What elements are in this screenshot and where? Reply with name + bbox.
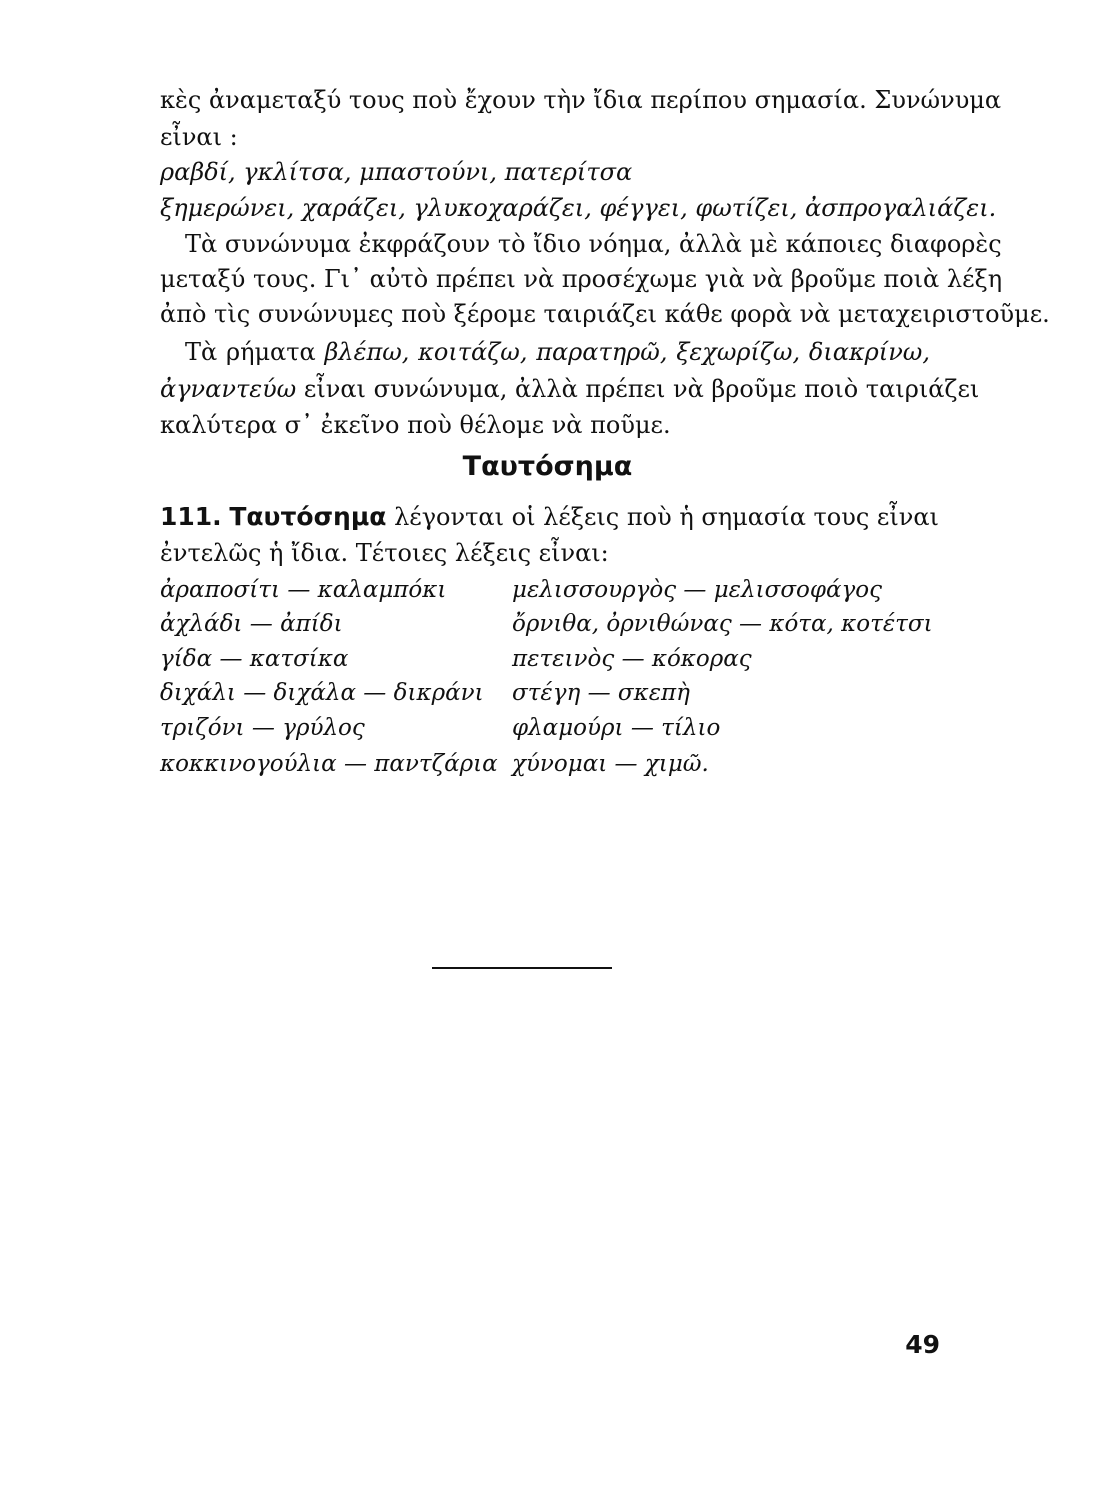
paragraph-3-line-2 <box>160 374 980 404</box>
paragraph-3-verbs: βλέπω, κοιτάζω, παρατηρῶ, ξεχωρίζω, διακρίνω, <box>324 338 930 366</box>
intro-line-1: κὲς ἀναμεταξύ τους ποὺ ἔχουν τὴν ἴδια περίπου σημασία. Συνώνυμα <box>160 86 1002 114</box>
definition-line-2: ἐντελῶς ἡ ἴδια. Τέτοιες λέξεις εἶναι: <box>160 539 609 567</box>
word-pair-left-4: διχάλι — διχάλα — δικράνι <box>160 680 484 706</box>
paragraph-3-verb: ἀγναντεύω <box>160 375 297 403</box>
paragraph-2-line-1: Τὰ συνώνυμα ἐκφράζουν τὸ ἴδιο νόημα, ἀλλὰ μὲ κάποιες διαφορὲς <box>185 230 1002 258</box>
paragraph-2-line-3: ἀπὸ τὶς συνώνυμες ποὺ ξέρομε ταιριάζει κάθε φορὰ νὰ μεταχειριστοῦμε. <box>160 300 1050 328</box>
section-heading: Ταυτόσημα <box>462 451 633 482</box>
defined-term: Ταυτόσημα <box>229 502 387 531</box>
definition-line-1 <box>160 502 939 532</box>
word-pair-left-1: ἀραποσίτι — καλαμπόκι <box>160 577 447 603</box>
definition-text: λέγονται οἱ λέξεις ποὺ ἡ σημασία τους εἶναι <box>394 503 939 531</box>
word-pair-right-5: φλαμούρι — τίλιο <box>512 715 721 741</box>
word-pair-right-1: μελισσουργὸς — μελισσοφάγος <box>512 577 882 603</box>
paragraph-3-line-3: καλύτερα σ᾽ ἐκεῖνο ποὺ θέλομε νὰ ποῦμε. <box>160 411 671 439</box>
paragraph-3-line-1 <box>185 337 930 367</box>
paragraph-3-text: εἶναι συνώνυμα, ἀλλὰ πρέπει νὰ βροῦμε ποιὸ ταιριάζει <box>303 375 980 403</box>
page-number: 49 <box>905 1330 940 1359</box>
word-pair-left-5: τριζόνι — γρύλος <box>160 715 365 741</box>
word-pair-right-6: χύνομαι — χιμῶ. <box>512 751 709 777</box>
synonym-examples-line-2: ξημερώνει, χαράζει, γλυκοχαράζει, φέγγει, φωτίζει, ἀσπρογαλιάζει. <box>160 194 997 222</box>
section-number: 111. <box>160 502 222 531</box>
word-pair-left-2: ἀχλάδι — ἀπίδι <box>160 611 343 637</box>
word-pair-left-6: κοκκινογούλια — παντζάρια <box>160 751 498 777</box>
section-divider <box>432 967 612 969</box>
paragraph-3-text: Τὰ ρήματα <box>185 338 316 366</box>
intro-line-2: εἶναι : <box>160 123 238 151</box>
synonym-examples-line-1: ραβδί, γκλίτσα, μπαστούνι, πατερίτσα <box>160 158 633 186</box>
word-pair-right-2: ὄρνιθα, ὀρνιθώνας — κότα, κοτέτσι <box>512 611 933 637</box>
word-pair-right-3: πετεινὸς — κόκορας <box>512 646 752 672</box>
paragraph-2-line-2: μεταξύ τους. Γι᾽ αὐτὸ πρέπει νὰ προσέχωμε γιὰ νὰ βροῦμε ποιὰ λέξη <box>160 265 1003 293</box>
word-pair-left-3: γίδα — κατσίκα <box>160 646 349 672</box>
word-pair-right-4: στέγη — σκεπὴ <box>512 680 690 706</box>
